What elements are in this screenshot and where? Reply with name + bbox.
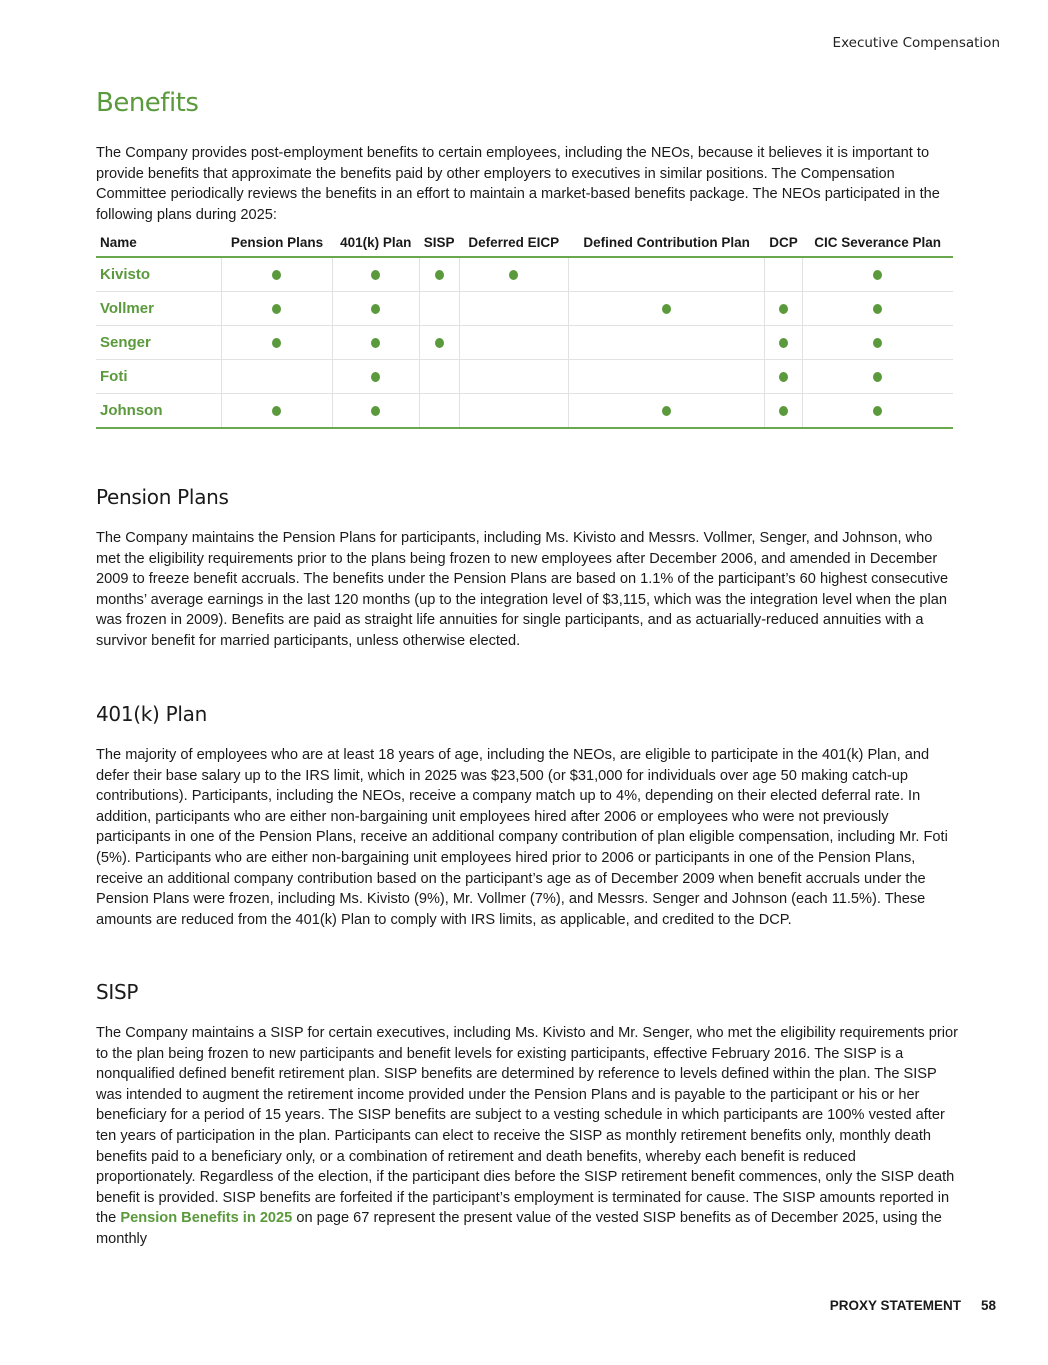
participation-dot-icon: [272, 270, 281, 280]
table-row: [96, 257, 953, 292]
plan-cell: [459, 393, 568, 428]
plan-cell: [459, 291, 568, 325]
plan-cell: [332, 393, 419, 428]
participation-dot-icon: [873, 304, 882, 314]
table-row: [96, 359, 953, 393]
page-number: 58: [980, 1298, 996, 1313]
neo-name: Kivisto: [96, 257, 222, 292]
plan-cell: [332, 325, 419, 359]
participation-dot-icon: [873, 406, 882, 416]
page-footer: [830, 1298, 996, 1313]
page-title: Benefits: [96, 88, 199, 118]
participation-dot-icon: [371, 270, 380, 280]
column-header: Pension Plans: [222, 234, 333, 257]
plan-cell: [332, 291, 419, 325]
participation-dot-icon: [662, 406, 671, 416]
plan-cell: [459, 359, 568, 393]
pension-benefits-link[interactable]: Pension Benefits in 2025: [120, 1210, 293, 1227]
table-row: [96, 291, 953, 325]
plan-cell: [765, 393, 802, 428]
section-body-401k: The majority of employees who are at least 18 years of age, including the NEOs, are eligible to participate in the 401(k) Plan, and defer their base salary up to the IRS limit, which in 2025 was $23,500 (or $31,000 for individuals over age 50 making catch-up contributions). Participants, including the NEOs, receive a company match up to 4%, depending on their elected deferral rate. In addition, participants who are either non-bargaining unit employees hired after 2006 or employees who were not previously participants in one of the Pension Plans, receive an additional company contribution of plan eligible compensation, including Mr. Foti (5%). Participants who are either non-bargaining unit employees hired prior to 2006 or participants in one of the Pension Plans, receive an additional company contribution based on the participant’s age as of December 2009 when benefit accruals under the Pension Plans were frozen, including Ms. Kivisto (9%), Mr. Vollmer (7%), and Messrs. Senger and Johnson (each 11.5%). These amounts are reduced from the 401(k) Plan to comply with IRS limits, as applicable, and credited to the DCP.: [96, 747, 948, 928]
participation-dot-icon: [873, 338, 882, 348]
neo-name: Johnson: [96, 393, 222, 428]
participation-dot-icon: [779, 338, 788, 348]
participation-dot-icon: [371, 372, 380, 382]
plan-cell: [222, 359, 333, 393]
section-body-pension: The Company maintains the Pension Plans for participants, including Ms. Kivisto and Messrs. Vollmer, Senger, and Johnson, who met the eligibility requirements prior to the plans being frozen to new employees after December 2006, and amended in December 2009 to freeze benefit accruals. The benefits under the Pension Plans are based on 1.1% of the participant’s 60 highest consecutive months’ average earnings in the last 120 months (up to the integration level of $3,115, which was the integration level when the plan was frozen in 2009). Benefits are paid as straight life annuities for single participants, and as actuarially-reduced annuities with a survivor benefit for married participants, unless otherwise elected.: [96, 530, 949, 649]
participation-dot-icon: [371, 304, 380, 314]
neo-name: Senger: [96, 325, 222, 359]
column-header: DCP: [765, 234, 802, 257]
plan-cell: [419, 291, 459, 325]
section-body-sisp: [96, 1023, 958, 1250]
plan-cell: [568, 325, 764, 359]
table-row: [96, 325, 953, 359]
participation-dot-icon: [873, 270, 882, 280]
plan-cell: [419, 325, 459, 359]
plan-cell: [419, 257, 459, 292]
column-header: Defined Contribution Plan: [568, 234, 764, 257]
plan-cell: [222, 325, 333, 359]
table-row: [96, 393, 953, 428]
section-heading-401k: 401(k) Plan: [96, 702, 207, 726]
plan-cell: [459, 257, 568, 292]
plan-cell: [802, 325, 953, 359]
section-heading-sisp: SISP: [96, 980, 139, 1004]
footer-label: PROXY STATEMENT: [829, 1298, 961, 1313]
plan-cell: [802, 393, 953, 428]
participation-dot-icon: [435, 270, 444, 280]
plan-cell: [459, 325, 568, 359]
participation-dot-icon: [779, 304, 788, 314]
neo-name: Foti: [96, 359, 222, 393]
participation-dot-icon: [272, 338, 281, 348]
participation-dot-icon: [371, 406, 380, 416]
participation-dot-icon: [779, 372, 788, 382]
plan-cell: [222, 393, 333, 428]
column-header: SISP: [419, 234, 459, 257]
plan-cell: [332, 257, 419, 292]
participation-dot-icon: [873, 372, 882, 382]
plan-cell: [765, 291, 802, 325]
sisp-text-after: on page 67 represent the present value of the vested SISP benefits as of December 2025, using the monthly: [96, 1210, 942, 1247]
column-header: Name: [96, 234, 222, 257]
plan-cell: [332, 359, 419, 393]
column-header: 401(k) Plan: [332, 234, 419, 257]
section-heading-pension: Pension Plans: [96, 485, 229, 509]
column-header: CIC Severance Plan: [802, 234, 953, 257]
plan-cell: [802, 359, 953, 393]
plan-cell: [568, 257, 764, 292]
plan-cell: [568, 291, 764, 325]
running-header: Executive Compensation: [832, 35, 1000, 51]
plan-cell: [765, 359, 802, 393]
plan-cell: [802, 257, 953, 292]
plan-cell: [568, 393, 764, 428]
participation-dot-icon: [371, 338, 380, 348]
plan-cell: [222, 257, 333, 292]
sisp-text: The Company maintains a SISP for certain executives, including Ms. Kivisto and Mr. Senger, who met the eligibility requirements prior to the plan being frozen to new participants and benefit levels for existing participants, effective February 2016. The SISP is a nonqualified defined benefit retirement plan. SISP benefits are determined by reference to levels defined within the plan. The SISP was intended to augment the retirement income provided under the Pension Plans and is payable to the participant or his or her beneficiary for a period of 15 years. The SISP benefits are subject to a vesting schedule in which participants are 100% vested after ten years of participation in the plan. Participants can elect to receive the SISP as monthly retirement benefits only, monthly death benefits paid to a beneficiary only, or a combination of retirement and death benefits, whereby each benefit is reduced proportionately. Regardless of the election, if the participant dies before the SISP retirement benefit commences, only the SISP death benefit is provided. SISP benefits are forfeited if the participant’s employment is terminated for cause. The SISP amounts reported in the: [96, 1025, 958, 1227]
participation-dot-icon: [509, 270, 518, 280]
participation-dot-icon: [272, 406, 281, 416]
intro-paragraph: The Company provides post-employment benefits to certain employees, including the NEOs, because it believes it is important to provide benefits that approximate the benefits paid by other employers to executives in similar positions. The Compensation Committee periodically reviews the benefits in an effort to maintain a market-based benefits package. The NEOs participated in the following plans during 2025:: [96, 145, 940, 223]
plan-cell: [419, 359, 459, 393]
neo-name: Vollmer: [96, 291, 222, 325]
column-header: Deferred EICP: [459, 234, 568, 257]
participation-dot-icon: [779, 406, 788, 416]
plan-cell: [765, 325, 802, 359]
plan-cell: [222, 291, 333, 325]
plan-cell: [568, 359, 764, 393]
participation-dot-icon: [662, 304, 671, 314]
participation-dot-icon: [435, 338, 444, 348]
benefits-table: [96, 234, 953, 429]
plan-cell: [802, 291, 953, 325]
table-header-row: [96, 234, 953, 257]
plan-cell: [765, 257, 802, 292]
plan-cell: [419, 393, 459, 428]
participation-dot-icon: [272, 304, 281, 314]
